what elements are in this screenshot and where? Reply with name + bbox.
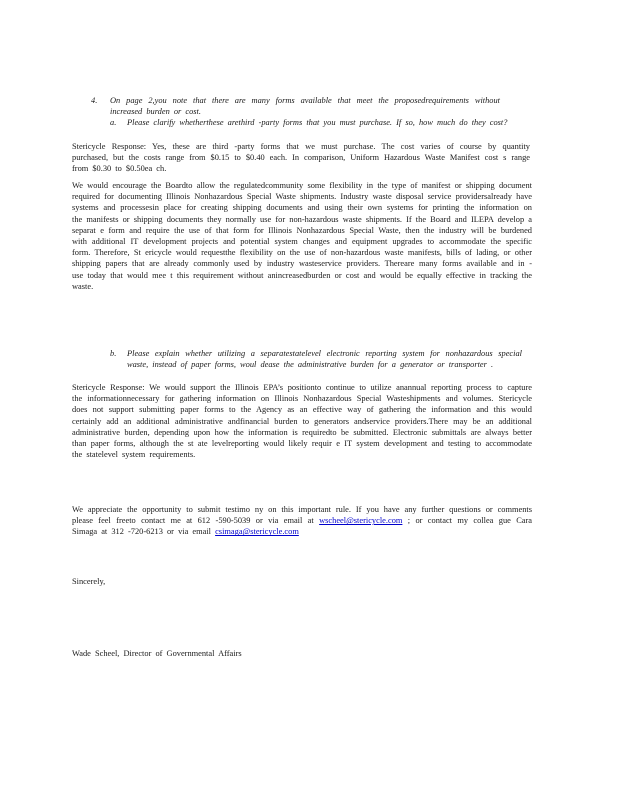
closing-paragraph <box>72 504 532 538</box>
question-4b-label: b. <box>110 349 117 358</box>
question-4a-label: a. <box>110 118 117 127</box>
question-4-number: 4. <box>91 96 98 105</box>
closing-text-1: We appreciate the opportunity to submit testimo ny on this important rule. If you have any further questions or comments please feel freeto contact me at 612 -590-5039 or via email at <box>72 505 532 526</box>
question-4-text: On page 2,you note that there are many forms available that meet the proposedrequirements without increased burden or cost. <box>110 96 500 117</box>
email-link-wscheel[interactable]: wscheel@stericycle.com <box>319 516 403 526</box>
closing-text-2: ; or contact my collea gue Cara Simaga at 312 -720-6213 or via email <box>72 516 533 537</box>
response-a-paragraph: Stericycle Response: Yes, these are third -party forms that we must purchase. The cost varies of course by quantity purchased, but the costs range from $0.15 to $0.40 each. In comparison, Uniform Hazardous Waste Manifest cost s range from $0.30 to $0.50ea ch. <box>72 142 530 174</box>
flexibility-paragraph: We would encourage the Boardto allow the regulatedcommunity some flexibility in the type of manifest or shipping document required for documenting Illinois Nonhazardous Special Waste shipments. Industry waste disposal service providersalready have systems and processesin place for creating shipping documents and using their own systems for printing the information on the manifests or shipping documents they normally use for non-hazardous waste shipments. If the Board and ILEPA develop a separat e form and require the use of that form for Illinois Nonhazardous Special Waste, then the industry will be burdened with additional IT development projects and potential system changes and equipment upgrades to accommodate the specific form. Therefore, St ericycle would requestthe flexibility on the use of non-hazardous waste manifests, bills of lading, or other shipping papers that are already commonly used by industry wasteservice providers. Thereare many forms available and in -use today that would mee t this requirement without anincreasedburden or cost and would be equally effective in tracking the waste. <box>72 181 532 291</box>
question-4a-text: Please clarify whetherthese arethird -party forms that you must purchase. If so, how much do they cost? <box>127 118 508 127</box>
sincerely-line: Sincerely, <box>72 577 106 586</box>
response-b-paragraph: Stericycle Response: We would support the Illinois EPA’s positionto continue to utilize anannual reporting process to capture the informationnecessary for gathering information on Illinois Nonhazardous Special Wasteshipments and volumes. Stericycle does not support submitting paper forms to the Agency as an effective way of gathering the information and this would certainly add an additional administrative andfinancial burden to generators andservice providers.There may be an additional administrative burden, depending upon how the information is requiredto be submitted. Electronic submittals are always better than paper forms, although the st ate levelreporting would likely requir e IT system development and testing to accommodate the statelevel system requirements. <box>72 383 532 460</box>
email-link-csimaga[interactable]: csimaga@stericycle.com <box>215 527 299 537</box>
signature-line: Wade Scheel, Director of Governmental Affairs <box>72 649 242 658</box>
question-4b-text: Please explain whether utilizing a separatestatelevel electronic reporting system for nonhazardous special waste, instead of paper forms, woul dease the administrative burden for a generator or transporter . <box>127 349 522 370</box>
